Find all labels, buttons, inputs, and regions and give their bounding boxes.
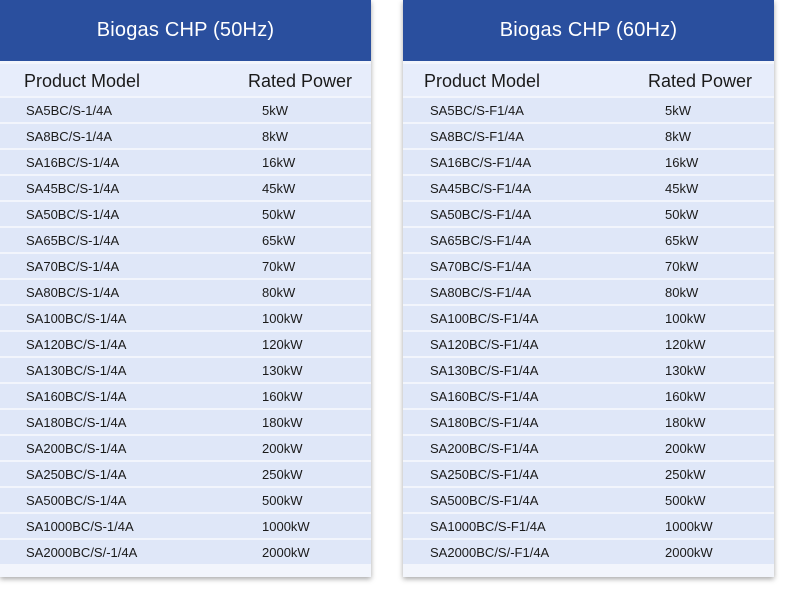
product-model-cell: SA8BC/S-1/4A — [26, 129, 112, 144]
table-card-60hz — [403, 0, 774, 577]
product-model-cell: SA250BC/S-F1/4A — [430, 467, 539, 482]
product-model-cell: SA130BC/S-F1/4A — [430, 363, 539, 378]
rated-power-cell: 70kW — [665, 259, 699, 274]
table-row — [403, 306, 774, 330]
table-row — [0, 332, 371, 356]
table-row — [403, 150, 774, 174]
rated-power-cell: 5kW — [262, 103, 288, 118]
table-row — [0, 228, 371, 252]
product-model-cell: SA500BC/S-1/4A — [26, 493, 127, 508]
column-header-row — [0, 64, 371, 96]
product-model-cell: SA180BC/S-F1/4A — [430, 415, 539, 430]
column-header-row — [403, 64, 774, 96]
product-model-cell: SA80BC/S-1/4A — [26, 285, 120, 300]
product-model-cell: SA120BC/S-1/4A — [26, 337, 127, 352]
product-model-cell: SA180BC/S-1/4A — [26, 415, 127, 430]
rated-power-cell: 180kW — [262, 415, 303, 430]
rated-power-cell: 80kW — [262, 285, 296, 300]
table-row — [403, 176, 774, 200]
table-row — [0, 306, 371, 330]
product-model-cell: SA100BC/S-1/4A — [26, 311, 127, 326]
rated-power-cell: 5kW — [665, 103, 691, 118]
rated-power-cell: 65kW — [665, 233, 699, 248]
table-row — [0, 488, 371, 512]
rated-power-cell: 130kW — [665, 363, 706, 378]
rated-power-cell: 200kW — [262, 441, 303, 456]
table-row — [0, 410, 371, 434]
product-model-cell: SA70BC/S-F1/4A — [430, 259, 532, 274]
product-model-cell: SA16BC/S-1/4A — [26, 155, 120, 170]
rated-power-cell: 2000kW — [262, 545, 310, 560]
product-model-cell: SA160BC/S-F1/4A — [430, 389, 539, 404]
rated-power-cell: 100kW — [665, 311, 706, 326]
product-model-cell: SA120BC/S-F1/4A — [430, 337, 539, 352]
rated-power-cell: 80kW — [665, 285, 699, 300]
rated-power-cell: 160kW — [665, 389, 706, 404]
column-header-rated-power: Rated Power — [248, 71, 353, 91]
rated-power-cell: 500kW — [665, 493, 706, 508]
table-row — [403, 228, 774, 252]
rated-power-cell: 2000kW — [665, 545, 713, 560]
product-model-cell: SA100BC/S-F1/4A — [430, 311, 539, 326]
table-title: Biogas CHP (60Hz) — [403, 0, 774, 61]
rated-power-cell: 180kW — [665, 415, 706, 430]
table-row — [403, 410, 774, 434]
product-model-cell: SA130BC/S-1/4A — [26, 363, 127, 378]
product-model-cell: SA8BC/S-F1/4A — [430, 129, 524, 144]
rated-power-cell: 50kW — [665, 207, 699, 222]
table-row — [0, 124, 371, 148]
column-header-product-model: Product Model — [424, 71, 541, 91]
product-model-cell: SA45BC/S-F1/4A — [430, 181, 532, 196]
table-row — [0, 254, 371, 278]
product-model-cell: SA80BC/S-F1/4A — [430, 285, 532, 300]
product-model-cell: SA1000BC/S-F1/4A — [430, 519, 546, 534]
table-row — [403, 540, 774, 564]
product-model-cell: SA65BC/S-F1/4A — [430, 233, 532, 248]
product-model-cell: SA200BC/S-F1/4A — [430, 441, 539, 456]
table-row — [0, 462, 371, 486]
table-row — [0, 280, 371, 304]
table-title: Biogas CHP (50Hz) — [0, 0, 371, 61]
rated-power-cell: 500kW — [262, 493, 303, 508]
table-row — [0, 98, 371, 122]
table-row — [403, 124, 774, 148]
table-row — [403, 280, 774, 304]
rated-power-cell: 8kW — [665, 129, 691, 144]
product-model-cell: SA2000BC/S/-F1/4A — [430, 545, 550, 560]
table-row — [403, 488, 774, 512]
table-row — [403, 514, 774, 538]
rated-power-cell: 120kW — [262, 337, 303, 352]
product-model-cell: SA250BC/S-1/4A — [26, 467, 127, 482]
rated-power-cell: 16kW — [262, 155, 296, 170]
table-row — [0, 514, 371, 538]
rated-power-cell: 130kW — [262, 363, 303, 378]
product-model-cell: SA1000BC/S-1/4A — [26, 519, 134, 534]
rated-power-cell: 45kW — [262, 181, 296, 196]
product-model-cell: SA5BC/S-1/4A — [26, 103, 112, 118]
column-header-product-model: Product Model — [24, 71, 141, 91]
table-row — [403, 384, 774, 408]
rated-power-cell: 65kW — [262, 233, 296, 248]
product-model-cell: SA70BC/S-1/4A — [26, 259, 120, 274]
table-row — [403, 462, 774, 486]
table-body — [403, 98, 774, 564]
table-row — [0, 384, 371, 408]
table-card-50hz — [0, 0, 371, 577]
table-row — [0, 436, 371, 460]
product-model-cell: SA50BC/S-F1/4A — [430, 207, 532, 222]
rated-power-cell: 8kW — [262, 129, 288, 144]
table-row — [403, 332, 774, 356]
product-model-cell: SA2000BC/S/-1/4A — [26, 545, 138, 560]
rated-power-cell: 50kW — [262, 207, 296, 222]
rated-power-cell: 45kW — [665, 181, 699, 196]
rated-power-cell: 1000kW — [262, 519, 310, 534]
product-model-cell: SA160BC/S-1/4A — [26, 389, 127, 404]
product-model-cell: SA200BC/S-1/4A — [26, 441, 127, 456]
product-model-cell: SA45BC/S-1/4A — [26, 181, 120, 196]
rated-power-cell: 160kW — [262, 389, 303, 404]
rated-power-cell: 70kW — [262, 259, 296, 274]
table-row — [403, 202, 774, 226]
table-row — [403, 254, 774, 278]
product-model-cell: SA16BC/S-F1/4A — [430, 155, 532, 170]
table-row — [0, 358, 371, 382]
rated-power-cell: 250kW — [665, 467, 706, 482]
product-model-cell: SA65BC/S-1/4A — [26, 233, 120, 248]
rated-power-cell: 16kW — [665, 155, 699, 170]
table-row — [0, 150, 371, 174]
table-body — [0, 98, 371, 564]
table-row — [403, 436, 774, 460]
rated-power-cell: 120kW — [665, 337, 706, 352]
rated-power-cell: 200kW — [665, 441, 706, 456]
table-row — [0, 176, 371, 200]
product-model-cell: SA50BC/S-1/4A — [26, 207, 120, 222]
rated-power-cell: 250kW — [262, 467, 303, 482]
rated-power-cell: 1000kW — [665, 519, 713, 534]
table-row — [0, 540, 371, 564]
rated-power-cell: 100kW — [262, 311, 303, 326]
table-row — [403, 98, 774, 122]
table-row — [403, 358, 774, 382]
column-header-rated-power: Rated Power — [648, 71, 753, 91]
product-model-cell: SA5BC/S-F1/4A — [430, 103, 524, 118]
product-model-cell: SA500BC/S-F1/4A — [430, 493, 539, 508]
table-row — [0, 202, 371, 226]
